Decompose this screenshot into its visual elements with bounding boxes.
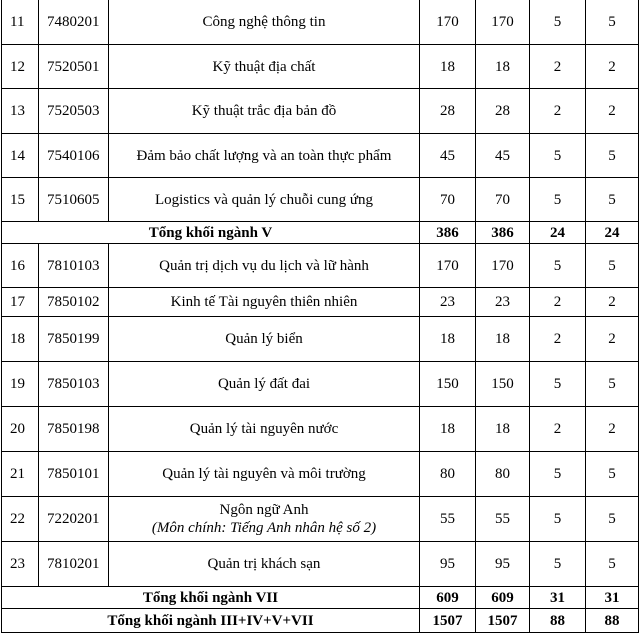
cell-value-2: 45 (476, 134, 530, 178)
cell-stt: 18 (2, 317, 39, 362)
cell-value-2: 28 (476, 89, 530, 134)
table-row (2, 452, 639, 497)
major-name-note: (Môn chính: Tiếng Anh nhân hệ số 2) (151, 520, 377, 536)
cell-value-4: 88 (586, 609, 639, 633)
cell-value-1: 1507 (420, 609, 476, 633)
table-body (2, 0, 639, 633)
cell-major-code: 7850101 (39, 452, 109, 497)
cell-value-4: 2 (586, 317, 639, 362)
cell-value-1: 55 (420, 497, 476, 542)
cell-value-2: 55 (476, 497, 530, 542)
table-row (2, 0, 639, 45)
cell-major-code: 7220201 (39, 497, 109, 542)
cell-major-name: Quản lý tài nguyên nước (109, 407, 420, 452)
table-row (2, 317, 639, 362)
table-row (2, 89, 639, 134)
cell-value-4: 2 (586, 89, 639, 134)
cell-value-3: 31 (530, 587, 586, 609)
cell-value-3: 5 (530, 497, 586, 542)
cell-value-1: 170 (420, 244, 476, 288)
total-row (2, 587, 639, 609)
cell-major-code: 7480201 (39, 0, 109, 45)
cell-value-2: 386 (476, 222, 530, 244)
cell-value-4: 5 (586, 0, 639, 45)
cell-value-1: 70 (420, 178, 476, 222)
cell-value-4: 5 (586, 134, 639, 178)
cell-stt: 13 (2, 89, 39, 134)
cell-value-4: 24 (586, 222, 639, 244)
cell-value-1: 80 (420, 452, 476, 497)
cell-value-1: 150 (420, 362, 476, 407)
cell-value-4: 5 (586, 178, 639, 222)
table-row (2, 45, 639, 89)
table-row (2, 362, 639, 407)
cell-major-name: Đảm bảo chất lượng và an toàn thực phẩm (109, 134, 420, 178)
cell-major-code: 7510605 (39, 178, 109, 222)
cell-value-4: 2 (586, 407, 639, 452)
cell-value-2: 18 (476, 407, 530, 452)
cell-major-name: Kỹ thuật trắc địa bản đồ (109, 89, 420, 134)
table-row (2, 178, 639, 222)
cell-value-1: 170 (420, 0, 476, 45)
cell-value-2: 170 (476, 0, 530, 45)
cell-major-code: 7850198 (39, 407, 109, 452)
cell-value-2: 80 (476, 452, 530, 497)
cell-value-2: 170 (476, 244, 530, 288)
cell-value-3: 2 (530, 89, 586, 134)
total-label: Tổng khối ngành V (2, 222, 420, 244)
cell-value-1: 18 (420, 407, 476, 452)
cell-value-2: 23 (476, 288, 530, 317)
cell-major-code: 7850102 (39, 288, 109, 317)
cell-value-1: 28 (420, 89, 476, 134)
table-row (2, 288, 639, 317)
cell-major-name: Quản lý biển (109, 317, 420, 362)
cell-major-name: Quản lý tài nguyên và môi trường (109, 452, 420, 497)
major-name-line: Ngôn ngữ Anh (219, 502, 309, 518)
cell-stt: 22 (2, 497, 39, 542)
cell-major-code: 7810103 (39, 244, 109, 288)
cell-value-2: 18 (476, 45, 530, 89)
cell-major-code: 7540106 (39, 134, 109, 178)
table-row (2, 497, 639, 542)
cell-value-3: 5 (530, 452, 586, 497)
cell-value-4: 31 (586, 587, 639, 609)
cell-value-3: 2 (530, 45, 586, 89)
cell-value-1: 386 (420, 222, 476, 244)
cell-stt: 16 (2, 244, 39, 288)
cell-value-2: 1507 (476, 609, 530, 633)
cell-stt: 17 (2, 288, 39, 317)
cell-major-code: 7850199 (39, 317, 109, 362)
cell-value-3: 5 (530, 134, 586, 178)
enrollment-table (1, 0, 639, 633)
total-row (2, 222, 639, 244)
cell-major-code: 7850103 (39, 362, 109, 407)
cell-major-name: Quản trị khách sạn (109, 542, 420, 587)
cell-value-1: 18 (420, 45, 476, 89)
cell-value-4: 2 (586, 288, 639, 317)
total-label: Tổng khối ngành VII (2, 587, 420, 609)
cell-value-1: 609 (420, 587, 476, 609)
cell-value-4: 5 (586, 452, 639, 497)
cell-major-name: Kinh tế Tài nguyên thiên nhiên (109, 288, 420, 317)
cell-value-3: 5 (530, 178, 586, 222)
cell-major-name (109, 497, 420, 542)
cell-major-name: Kỹ thuật địa chất (109, 45, 420, 89)
cell-value-1: 45 (420, 134, 476, 178)
cell-value-2: 70 (476, 178, 530, 222)
cell-stt: 15 (2, 178, 39, 222)
cell-value-1: 23 (420, 288, 476, 317)
cell-value-1: 95 (420, 542, 476, 587)
cell-stt: 11 (2, 0, 39, 45)
cell-major-name: Quản trị dịch vụ du lịch và lữ hành (109, 244, 420, 288)
cell-value-4: 5 (586, 497, 639, 542)
table-row (2, 244, 639, 288)
cell-value-3: 24 (530, 222, 586, 244)
cell-value-3: 5 (530, 362, 586, 407)
cell-stt: 21 (2, 452, 39, 497)
cell-value-2: 150 (476, 362, 530, 407)
cell-value-2: 609 (476, 587, 530, 609)
table-row (2, 134, 639, 178)
cell-value-3: 2 (530, 288, 586, 317)
grand-total-row (2, 609, 639, 633)
cell-value-3: 2 (530, 407, 586, 452)
cell-value-3: 2 (530, 317, 586, 362)
cell-value-4: 2 (586, 45, 639, 89)
cell-value-2: 18 (476, 317, 530, 362)
cell-value-3: 88 (530, 609, 586, 633)
cell-value-3: 5 (530, 542, 586, 587)
cell-major-code: 7520501 (39, 45, 109, 89)
cell-value-4: 5 (586, 542, 639, 587)
total-label: Tổng khối ngành III+IV+V+VII (2, 609, 420, 633)
cell-major-code: 7810201 (39, 542, 109, 587)
cell-value-4: 5 (586, 244, 639, 288)
cell-major-name: Công nghệ thông tin (109, 0, 420, 45)
cell-stt: 12 (2, 45, 39, 89)
cell-value-4: 5 (586, 362, 639, 407)
cell-major-name: Logistics và quản lý chuỗi cung ứng (109, 178, 420, 222)
cell-stt: 20 (2, 407, 39, 452)
cell-value-2: 95 (476, 542, 530, 587)
cell-major-name: Quản lý đất đai (109, 362, 420, 407)
cell-stt: 23 (2, 542, 39, 587)
cell-value-3: 5 (530, 244, 586, 288)
table-row (2, 542, 639, 587)
cell-stt: 19 (2, 362, 39, 407)
cell-value-1: 18 (420, 317, 476, 362)
cell-stt: 14 (2, 134, 39, 178)
cell-value-3: 5 (530, 0, 586, 45)
cell-major-code: 7520503 (39, 89, 109, 134)
table-row (2, 407, 639, 452)
